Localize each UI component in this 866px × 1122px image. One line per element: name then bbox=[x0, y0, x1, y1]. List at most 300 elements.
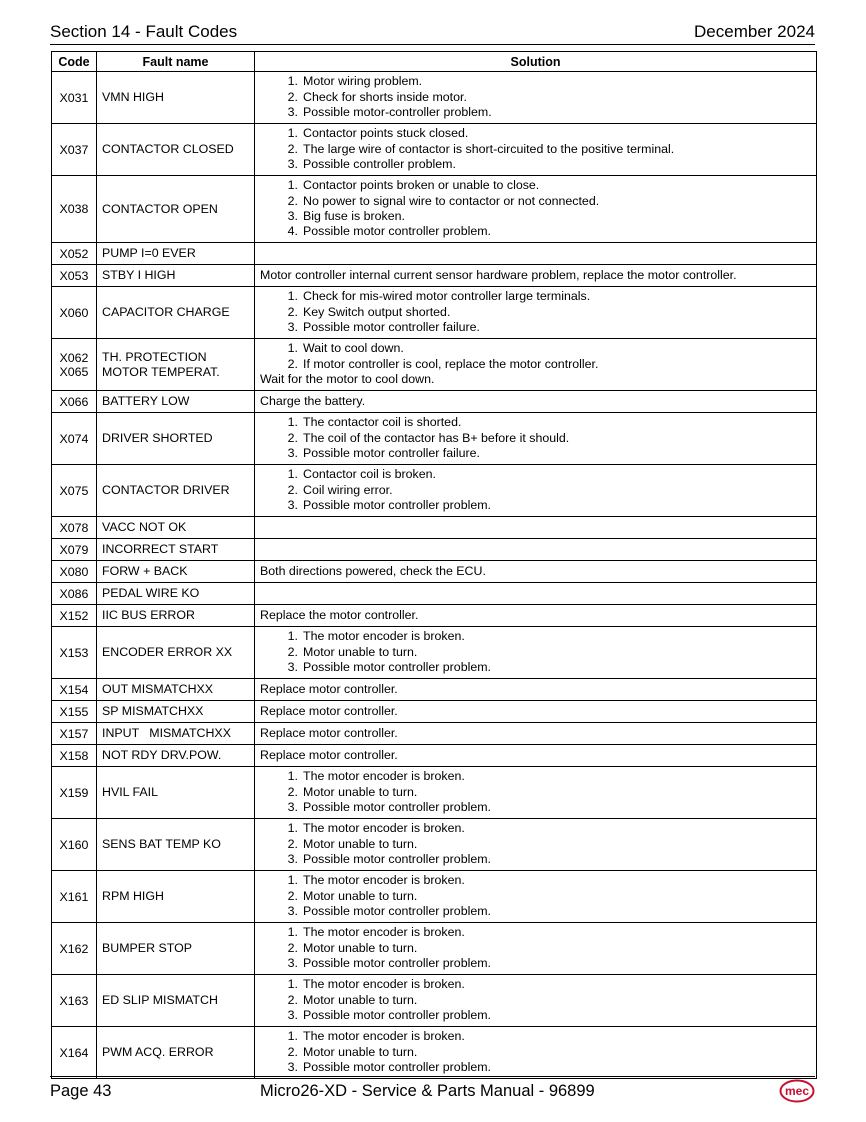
solution-steps bbox=[260, 821, 816, 867]
solution-step bbox=[260, 629, 816, 644]
fault-code-cell bbox=[52, 413, 97, 465]
fault-code: X060 bbox=[59, 305, 89, 320]
step-number: 1. bbox=[287, 467, 298, 482]
step-text: Possible controller problem. bbox=[303, 157, 456, 172]
solution-step bbox=[260, 889, 816, 904]
fault-code-cell bbox=[52, 975, 97, 1027]
step-number: 2. bbox=[287, 888, 298, 903]
step-text: Possible motor controller problem. bbox=[303, 1060, 492, 1075]
step-number: 2. bbox=[287, 940, 298, 955]
fault-name: CAPACITOR CHARGE bbox=[102, 305, 230, 319]
fault-code: X053 bbox=[59, 268, 89, 283]
fault-name: RPM HIGH bbox=[102, 889, 164, 903]
table-row bbox=[52, 1027, 817, 1079]
fault-code: X154 bbox=[59, 682, 89, 697]
step-number: 2. bbox=[287, 784, 298, 799]
step-number: 2. bbox=[287, 141, 298, 156]
fault-name: CONTACTOR OPEN bbox=[102, 201, 218, 216]
table-row bbox=[52, 465, 817, 517]
solution-note: Wait for the motor to cool down. bbox=[260, 372, 435, 387]
fault-code: X065 bbox=[59, 364, 89, 379]
fault-code: X052 bbox=[59, 246, 89, 261]
table-row bbox=[52, 391, 817, 413]
fault-code: X162 bbox=[59, 941, 89, 956]
fault-code: X079 bbox=[59, 542, 89, 557]
solution-step bbox=[260, 1008, 816, 1023]
step-number: 1. bbox=[287, 289, 298, 304]
solution-step bbox=[260, 977, 816, 992]
fault-code-cell bbox=[52, 287, 97, 339]
solution-step bbox=[260, 904, 816, 919]
step-text: Check for mis-wired motor controller large terminals. bbox=[303, 289, 591, 304]
fault-code: X075 bbox=[59, 483, 89, 498]
fault-name: PUMP I=0 EVER bbox=[102, 246, 196, 260]
step-text: Motor unable to turn. bbox=[303, 644, 418, 659]
fault-code: X152 bbox=[59, 608, 89, 623]
table-row bbox=[52, 723, 817, 745]
fault-code-cell bbox=[52, 265, 97, 287]
fault-code: X078 bbox=[59, 520, 89, 535]
solution-step bbox=[260, 320, 816, 335]
solution-step bbox=[260, 800, 816, 815]
table-row bbox=[52, 767, 817, 819]
fault-code: X038 bbox=[59, 202, 89, 216]
fault-code: X164 bbox=[59, 1045, 89, 1060]
solution-step bbox=[260, 341, 816, 356]
solution-step bbox=[260, 142, 816, 157]
solution-cell bbox=[255, 871, 817, 923]
solution-steps bbox=[260, 977, 816, 1023]
step-text: Motor wiring problem. bbox=[303, 74, 423, 89]
fault-name-cell bbox=[97, 701, 255, 723]
fault-code: X031 bbox=[59, 90, 89, 105]
solution-step bbox=[260, 224, 816, 239]
fault-name-cell bbox=[97, 679, 255, 701]
fault-name: VACC NOT OK bbox=[102, 520, 187, 534]
step-number: 2. bbox=[287, 992, 298, 1007]
solution-step bbox=[260, 837, 816, 852]
solution-step bbox=[260, 305, 816, 320]
solution-steps bbox=[260, 467, 816, 513]
fault-code-cell bbox=[52, 72, 97, 124]
step-number: 1. bbox=[287, 821, 298, 836]
solution-step bbox=[260, 873, 816, 888]
table-row bbox=[52, 975, 817, 1027]
solution-text: Replace motor controller. bbox=[260, 725, 398, 740]
solution-step bbox=[260, 415, 816, 430]
fault-code: X155 bbox=[59, 704, 89, 719]
solution-step bbox=[260, 1060, 816, 1075]
solution-steps bbox=[260, 873, 816, 919]
table-row bbox=[52, 339, 817, 391]
fault-name: MOTOR TEMPERAT. bbox=[102, 364, 220, 379]
column-header-fault-name: Fault name bbox=[97, 52, 255, 72]
fault-name-cell bbox=[97, 627, 255, 679]
solution-cell bbox=[255, 583, 817, 605]
solution-steps bbox=[260, 289, 816, 335]
header-date: December 2024 bbox=[694, 22, 815, 41]
step-text: Motor unable to turn. bbox=[303, 940, 418, 955]
fault-code-cell bbox=[52, 745, 97, 767]
step-text: No power to signal wire to contactor or not connected. bbox=[303, 193, 600, 208]
step-number: 2. bbox=[287, 430, 298, 445]
solution-step bbox=[260, 209, 816, 224]
solution-steps bbox=[260, 1029, 816, 1075]
table-row bbox=[52, 627, 817, 679]
table-row bbox=[52, 745, 817, 767]
fault-code: X160 bbox=[59, 837, 89, 852]
step-number: 3. bbox=[287, 320, 298, 335]
fault-name-cell bbox=[97, 465, 255, 517]
table-row bbox=[52, 605, 817, 627]
table-row bbox=[52, 923, 817, 975]
solution-step bbox=[260, 993, 816, 1008]
fault-name: IIC BUS ERROR bbox=[102, 608, 195, 622]
fault-name-cell bbox=[97, 339, 255, 391]
solution-cell bbox=[255, 465, 817, 517]
solution-text: Both directions powered, check the ECU. bbox=[260, 563, 486, 578]
solution-cell bbox=[255, 539, 817, 561]
solution-text: Replace the motor controller. bbox=[260, 607, 419, 622]
step-text: Contactor coil is broken. bbox=[303, 467, 436, 482]
page-footer bbox=[50, 1076, 815, 1107]
step-number: 1. bbox=[287, 977, 298, 992]
step-text: Contactor points stuck closed. bbox=[303, 126, 469, 141]
solution-step bbox=[260, 645, 816, 660]
step-number: 1. bbox=[287, 341, 298, 356]
solution-cell bbox=[255, 517, 817, 539]
step-text: The motor encoder is broken. bbox=[303, 977, 465, 992]
fault-code-cell bbox=[52, 701, 97, 723]
fault-name: STBY I HIGH bbox=[102, 268, 176, 282]
step-text: Contactor points broken or unable to close. bbox=[303, 178, 540, 193]
table-row bbox=[52, 539, 817, 561]
fault-name-cell bbox=[97, 923, 255, 975]
step-text: Wait to cool down. bbox=[303, 341, 404, 356]
fault-code: X066 bbox=[59, 394, 89, 409]
fault-code: X037 bbox=[59, 142, 89, 157]
step-text: The motor encoder is broken. bbox=[303, 821, 465, 836]
step-text: Motor unable to turn. bbox=[303, 1044, 418, 1059]
page-header bbox=[50, 22, 815, 45]
step-number: 3. bbox=[287, 1060, 298, 1075]
step-text: Possible motor controller problem. bbox=[303, 498, 492, 513]
fault-code: X062 bbox=[59, 350, 89, 365]
step-number: 3. bbox=[287, 800, 298, 815]
fault-name-cell bbox=[97, 517, 255, 539]
solution-step bbox=[260, 357, 816, 372]
solution-step bbox=[260, 821, 816, 836]
fault-name-cell bbox=[97, 287, 255, 339]
step-text: The motor encoder is broken. bbox=[303, 1029, 465, 1044]
table-row bbox=[52, 583, 817, 605]
solution-cell bbox=[255, 627, 817, 679]
solution-step bbox=[260, 105, 816, 120]
table-row bbox=[52, 871, 817, 923]
step-number: 3. bbox=[287, 157, 298, 172]
fault-name: ENCODER ERROR XX bbox=[102, 645, 233, 659]
step-text: Key Switch output shorted. bbox=[303, 304, 451, 319]
fault-code-cell bbox=[52, 583, 97, 605]
solution-cell bbox=[255, 923, 817, 975]
fault-name: SP MISMATCHXX bbox=[102, 704, 204, 718]
solution-step bbox=[260, 498, 816, 513]
fault-code-cell bbox=[52, 723, 97, 745]
step-number: 1. bbox=[287, 74, 298, 89]
fault-code: X163 bbox=[59, 993, 89, 1008]
fault-code-cell bbox=[52, 679, 97, 701]
step-number: 2. bbox=[287, 482, 298, 497]
solution-cell bbox=[255, 679, 817, 701]
fault-name-cell bbox=[97, 561, 255, 583]
page-number: Page 43 bbox=[50, 1082, 112, 1100]
fault-name-cell bbox=[97, 413, 255, 465]
table-row bbox=[52, 701, 817, 723]
fault-code-cell bbox=[52, 124, 97, 176]
step-text: The motor encoder is broken. bbox=[303, 925, 465, 940]
step-number: 1. bbox=[287, 415, 298, 430]
fault-name-cell bbox=[97, 265, 255, 287]
step-text: Possible motor controller problem. bbox=[303, 224, 492, 239]
fault-code-cell bbox=[52, 176, 97, 243]
fault-code-cell bbox=[52, 243, 97, 265]
fault-code: X161 bbox=[59, 889, 89, 904]
table-row bbox=[52, 819, 817, 871]
step-number: 1. bbox=[287, 178, 298, 193]
step-text: Motor unable to turn. bbox=[303, 992, 418, 1007]
fault-name: OUT MISMATCHXX bbox=[102, 682, 214, 696]
step-text: Possible motor controller failure. bbox=[303, 320, 480, 335]
table-row bbox=[52, 679, 817, 701]
solution-step bbox=[260, 194, 816, 209]
fault-code-cell bbox=[52, 605, 97, 627]
step-number: 3. bbox=[287, 660, 298, 675]
step-number: 4. bbox=[287, 224, 298, 239]
solution-step bbox=[260, 74, 816, 89]
fault-name-cell bbox=[97, 1027, 255, 1079]
solution-cell bbox=[255, 767, 817, 819]
step-number: 3. bbox=[287, 956, 298, 971]
fault-name: DRIVER SHORTED bbox=[102, 431, 213, 445]
solution-cell bbox=[255, 124, 817, 176]
solution-cell bbox=[255, 561, 817, 583]
fault-name-cell bbox=[97, 243, 255, 265]
solution-text: Replace motor controller. bbox=[260, 703, 398, 718]
solution-cell bbox=[255, 701, 817, 723]
solution-cell bbox=[255, 72, 817, 124]
solution-cell bbox=[255, 723, 817, 745]
fault-code-cell bbox=[52, 819, 97, 871]
solution-step bbox=[260, 157, 816, 172]
solution-step bbox=[260, 431, 816, 446]
step-number: 2. bbox=[287, 1044, 298, 1059]
fault-code: X086 bbox=[59, 586, 89, 601]
solution-cell bbox=[255, 975, 817, 1027]
fault-name-cell bbox=[97, 72, 255, 124]
step-number: 1. bbox=[287, 769, 298, 784]
fault-name: FORW + BACK bbox=[102, 564, 188, 578]
solution-cell bbox=[255, 287, 817, 339]
solution-cell bbox=[255, 391, 817, 413]
step-text: Possible motor controller problem. bbox=[303, 904, 492, 919]
table-row bbox=[52, 265, 817, 287]
step-number: 2. bbox=[287, 89, 298, 104]
table-row bbox=[52, 517, 817, 539]
step-text: Possible motor controller failure. bbox=[303, 446, 480, 461]
fault-rows bbox=[52, 72, 817, 1079]
table-row bbox=[52, 561, 817, 583]
step-text: Coil wiring error. bbox=[303, 482, 393, 497]
fault-name: SENS BAT TEMP KO bbox=[102, 837, 221, 851]
solution-cell bbox=[255, 413, 817, 465]
fault-code: X157 bbox=[59, 726, 89, 741]
fault-code-cell bbox=[52, 517, 97, 539]
table-row bbox=[52, 124, 817, 176]
fault-code: X159 bbox=[59, 785, 89, 800]
step-number: 2. bbox=[287, 304, 298, 319]
fault-name-cell bbox=[97, 539, 255, 561]
step-number: 2. bbox=[287, 644, 298, 659]
solution-step bbox=[260, 1029, 816, 1044]
step-number: 1. bbox=[287, 873, 298, 888]
svg-text:mec: mec bbox=[784, 1084, 810, 1098]
solution-step bbox=[260, 769, 816, 784]
fault-code-cell bbox=[52, 1027, 97, 1079]
table-row bbox=[52, 176, 817, 243]
fault-name-cell bbox=[97, 871, 255, 923]
fault-code: X080 bbox=[59, 564, 89, 579]
step-text: The contactor coil is shorted. bbox=[303, 415, 462, 430]
fault-code-cell bbox=[52, 627, 97, 679]
fault-name: INCORRECT START bbox=[102, 542, 219, 556]
section-title: Section 14 - Fault Codes bbox=[50, 22, 238, 41]
step-text: Big fuse is broken. bbox=[303, 209, 405, 223]
solution-step bbox=[260, 126, 816, 141]
solution-steps bbox=[260, 769, 816, 815]
step-text: Possible motor controller problem. bbox=[303, 1008, 492, 1023]
fault-name-cell bbox=[97, 391, 255, 413]
table-header-row bbox=[52, 52, 817, 72]
fault-code: X158 bbox=[59, 748, 89, 763]
solution-steps bbox=[260, 341, 816, 372]
solution-cell bbox=[255, 243, 817, 265]
fault-name: BATTERY LOW bbox=[102, 394, 190, 408]
fault-code-cell bbox=[52, 465, 97, 517]
fault-code: X153 bbox=[59, 645, 89, 660]
fault-codes-table bbox=[51, 51, 817, 1079]
solution-step bbox=[260, 660, 816, 675]
fault-name: PWM ACQ. ERROR bbox=[102, 1045, 214, 1059]
fault-name-cell bbox=[97, 975, 255, 1027]
fault-name: INPUT MISMATCHXX bbox=[102, 726, 231, 740]
table-row bbox=[52, 243, 817, 265]
fault-name-cell bbox=[97, 745, 255, 767]
solution-step bbox=[260, 178, 816, 193]
solution-cell bbox=[255, 1027, 817, 1079]
step-number: 3. bbox=[287, 1008, 298, 1023]
solution-steps bbox=[260, 126, 816, 172]
fault-code: X074 bbox=[59, 431, 89, 446]
solution-text: Replace motor controller. bbox=[260, 747, 398, 762]
solution-step bbox=[260, 785, 816, 800]
fault-name: ED SLIP MISMATCH bbox=[102, 993, 218, 1007]
fault-name: CONTACTOR DRIVER bbox=[102, 483, 230, 497]
solution-cell bbox=[255, 745, 817, 767]
fault-name: BUMPER STOP bbox=[102, 941, 192, 955]
fault-name-cell bbox=[97, 723, 255, 745]
step-number: 2. bbox=[287, 836, 298, 851]
solution-step bbox=[260, 467, 816, 482]
solution-cell bbox=[255, 605, 817, 627]
solution-text: Replace motor controller. bbox=[260, 681, 398, 696]
step-text: Motor unable to turn. bbox=[303, 888, 418, 903]
step-text: Possible motor controller problem. bbox=[303, 800, 492, 815]
mec-logo bbox=[779, 1079, 815, 1103]
solution-steps bbox=[260, 925, 816, 971]
solution-steps bbox=[260, 178, 816, 240]
solution-step bbox=[260, 289, 816, 304]
step-text: Motor unable to turn. bbox=[303, 784, 418, 799]
step-number: 1. bbox=[287, 126, 298, 141]
step-number: 3. bbox=[287, 446, 298, 461]
step-text: The coil of the contactor has B+ before it should. bbox=[303, 430, 570, 445]
solution-steps bbox=[260, 74, 816, 120]
fault-name: HVIL FAIL bbox=[102, 785, 159, 799]
step-number: 3. bbox=[287, 852, 298, 867]
fault-name-cell bbox=[97, 767, 255, 819]
table-row bbox=[52, 413, 817, 465]
step-number: 3. bbox=[287, 904, 298, 919]
step-number: 3. bbox=[287, 209, 298, 223]
step-text: Check for shorts inside motor. bbox=[303, 89, 467, 104]
fault-name: CONTACTOR CLOSED bbox=[102, 142, 234, 156]
step-text: Motor unable to turn. bbox=[303, 836, 418, 851]
fault-name: TH. PROTECTION bbox=[102, 349, 207, 364]
solution-step bbox=[260, 483, 816, 498]
step-text: Possible motor controller problem. bbox=[303, 956, 492, 971]
fault-code-cell bbox=[52, 871, 97, 923]
fault-name: VMN HIGH bbox=[102, 90, 164, 104]
solution-step bbox=[260, 90, 816, 105]
solution-cell bbox=[255, 265, 817, 287]
step-number: 1. bbox=[287, 1029, 298, 1044]
solution-text: Charge the battery. bbox=[260, 393, 366, 408]
fault-name-cell bbox=[97, 605, 255, 627]
step-number: 3. bbox=[287, 105, 298, 120]
solution-step bbox=[260, 446, 816, 461]
step-text: The motor encoder is broken. bbox=[303, 769, 465, 784]
solution-step bbox=[260, 852, 816, 867]
table-row bbox=[52, 287, 817, 339]
solution-cell bbox=[255, 176, 817, 243]
fault-name: PEDAL WIRE KO bbox=[102, 586, 200, 600]
step-text: The motor encoder is broken. bbox=[303, 629, 465, 644]
step-text: The large wire of contactor is short-circuited to the positive terminal. bbox=[303, 141, 675, 156]
fault-name-cell bbox=[97, 583, 255, 605]
solution-steps bbox=[260, 415, 816, 461]
table-row bbox=[52, 72, 817, 124]
step-number: 2. bbox=[287, 356, 298, 371]
step-text: If motor controller is cool, replace the motor controller. bbox=[303, 356, 599, 371]
step-text: The motor encoder is broken. bbox=[303, 873, 465, 888]
fault-code-cell bbox=[52, 923, 97, 975]
fault-code-cell bbox=[52, 539, 97, 561]
solution-text: Motor controller internal current sensor hardware problem, replace the motor controller. bbox=[260, 267, 737, 282]
fault-name: NOT RDY DRV.POW. bbox=[102, 748, 222, 762]
solution-cell bbox=[255, 339, 817, 391]
step-number: 1. bbox=[287, 925, 298, 940]
solution-step bbox=[260, 925, 816, 940]
